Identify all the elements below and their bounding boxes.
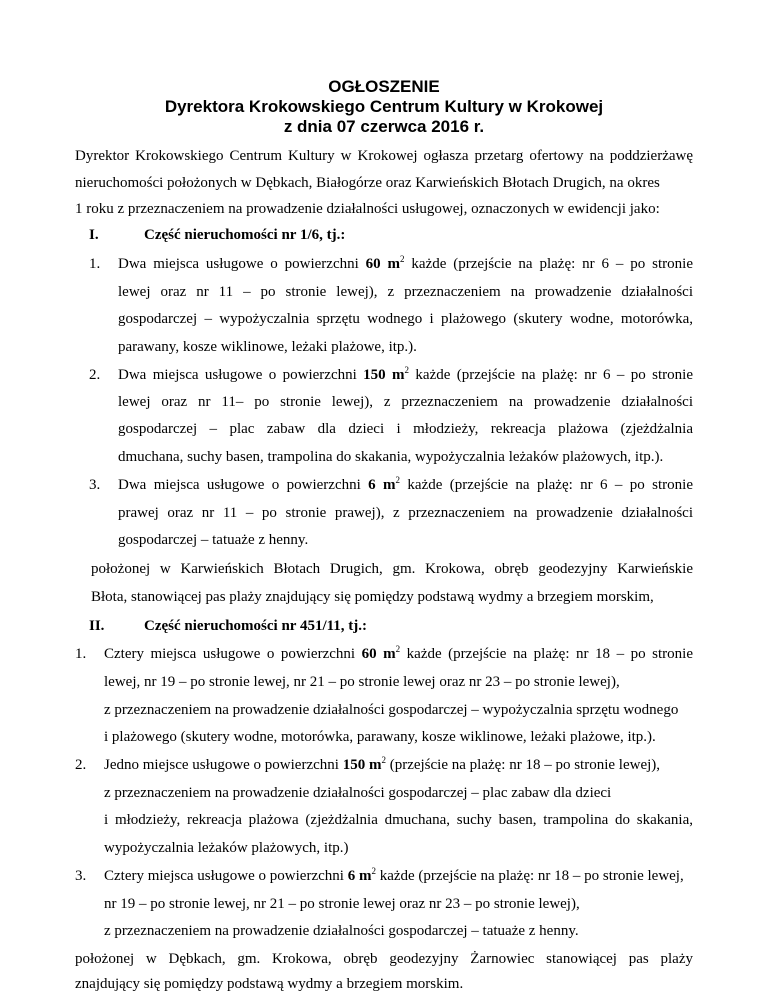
title-announcement: OGŁOSZENIE <box>328 77 440 96</box>
s2-item-1-number: 1. <box>75 646 87 662</box>
section-2-heading: Część nieruchomości nr 451/11, tj.: <box>144 618 368 634</box>
s1-item-1-line-1: Dwa miejsca usługowe o powierzchni 60 $m^2$ każde (przejście na plażę: nr 6 – po stronie <box>118 254 693 272</box>
intro-line-2: nieruchomości położonych w Dębkach, Białogórze oraz Karwieńskich Błotach Drugich, na okres <box>75 175 660 191</box>
s2-item-1-line-1: Cztery miejsca usługowe o powierzchni 60 $m^2$ każde (przejście na plażę: nr 18 – po stronie <box>104 644 693 662</box>
s2-item-2-line-4: wypożyczalnia leżaków plażowych, itp.) <box>104 840 349 856</box>
title-issuer: Dyrektora Krokowskiego Centrum Kultury w Krokowej <box>164 97 604 116</box>
s2-location-line-1: położonej w Dębkach, gm. Krokowa, obręb geodezyjny Żarnowiec stanowiącej pas plaży <box>75 951 693 967</box>
intro-line-1: Dyrektor Krokowskiego Centrum Kultury w Krokowej ogłasza przetarg ofertowy na poddzierżawę <box>75 148 693 164</box>
s1-item-1-number: 1. <box>89 256 101 272</box>
s2-location-line-2: znajdujący się pomiędzy podstawą wydmy a brzegiem morskim. <box>75 976 464 992</box>
s2-item-1-line-2: lewej, nr 19 – po stronie lewej, nr 21 – po stronie lewej oraz nr 23 – po stronie lewej), <box>104 674 620 690</box>
s1-item-2-line-4: dmuchana, suchy basen, trampolina do skakania, wypożyczalnia leżaków plażowych, itp.). <box>118 449 664 465</box>
s1-item-3-line-3: gospodarczej – tatuaże z henny. <box>118 532 309 548</box>
s2-item-3-number: 3. <box>75 868 87 884</box>
s2-item-3-line-3: z przeznaczeniem na prowadzenie działalności gospodarczej – tatuaże z henny. <box>104 923 579 939</box>
s2-item-2-line-1: Jedno miejsce usługowe o powierzchni 150 $m^2$ (przejście na plażę: nr 18 – po stronie lewej), <box>104 755 661 773</box>
s1-location-line-1: położonej w Karwieńskich Błotach Drugich, gm. Krokowa, obręb geodezyjny Karwieńskie <box>91 561 693 577</box>
s1-item-1-line-2: lewej oraz nr 11 – po stronie lewej), z przeznaczeniem na prowadzenie działalności <box>118 284 693 300</box>
s2-item-3-line-1: Cztery miejsca usługowe o powierzchni 6 $m^2$ każde (przejście na plażę: nr 18 – po stronie lewej, <box>104 866 684 884</box>
s2-item-2-line-2: z przeznaczeniem na prowadzenie działalności gospodarczej – plac zabaw dla dzieci <box>104 785 612 801</box>
s1-item-3-line-2: prawej oraz nr 11 – po stronie prawej), z przeznaczeniem na prowadzenie działalności <box>118 505 693 521</box>
s2-item-1-line-3: z przeznaczeniem na prowadzenie działalności gospodarczej – wypożyczalnia sprzętu wodnego <box>104 702 679 718</box>
section-1-heading: Część nieruchomości nr 1/6, tj.: <box>144 227 346 243</box>
s1-item-2-line-2: lewej oraz nr 11– po stronie lewej), z przeznaczeniem na prowadzenie działalności <box>118 394 693 410</box>
s1-item-1-line-3: gospodarczej – wypożyczalnia sprzętu wodnego i plażowego (skutery wodne, motorówka, <box>118 311 693 327</box>
s2-item-1-line-4: i plażowego (skutery wodne, motorówka, parawany, kosze wiklinowe, leżaki plażowe, itp.). <box>104 729 656 745</box>
title-date: z dnia 07 czerwca 2016 r. <box>283 117 485 136</box>
s1-item-2-line-1: Dwa miejsca usługowe o powierzchni 150 $m^2$ każde (przejście na plażę: nr 6 – po stronie <box>118 365 693 383</box>
section-2-roman: II. <box>89 618 105 634</box>
s1-item-2-number: 2. <box>89 367 101 383</box>
intro-line-3: 1 roku z przeznaczeniem na prowadzenie działalności usługowej, oznaczonych w ewidencji jako: <box>75 201 660 217</box>
s1-item-1-line-4: parawany, kosze wiklinowe, leżaki plażowe, itp.). <box>118 339 417 355</box>
s1-item-2-line-3: gospodarczej – plac zabaw dla dzieci i młodzieży, rekreacja plażowa (zjeżdżalnia <box>118 421 693 437</box>
s1-location-line-2: Błota, stanowiącej pas plaży znajdujący się pomiędzy podstawą wydmy a brzegiem morskim, <box>91 589 654 605</box>
s2-item-2-line-3: i młodzieży, rekreacja plażowa (zjeżdżalnia dmuchana, suchy basen, trampolina do skakania, <box>104 812 693 828</box>
section-1-roman: I. <box>89 227 99 243</box>
s1-item-3-number: 3. <box>89 477 101 493</box>
s1-item-3-line-1: Dwa miejsca usługowe o powierzchni 6 $m^2$ każde (przejście na plażę: nr 6 – po stronie <box>118 475 693 493</box>
s2-item-3-line-2: nr 19 – po stronie lewej, nr 21 – po stronie lewej oraz nr 23 – po stronie lewej), <box>104 896 580 912</box>
s2-item-2-number: 2. <box>75 757 87 773</box>
